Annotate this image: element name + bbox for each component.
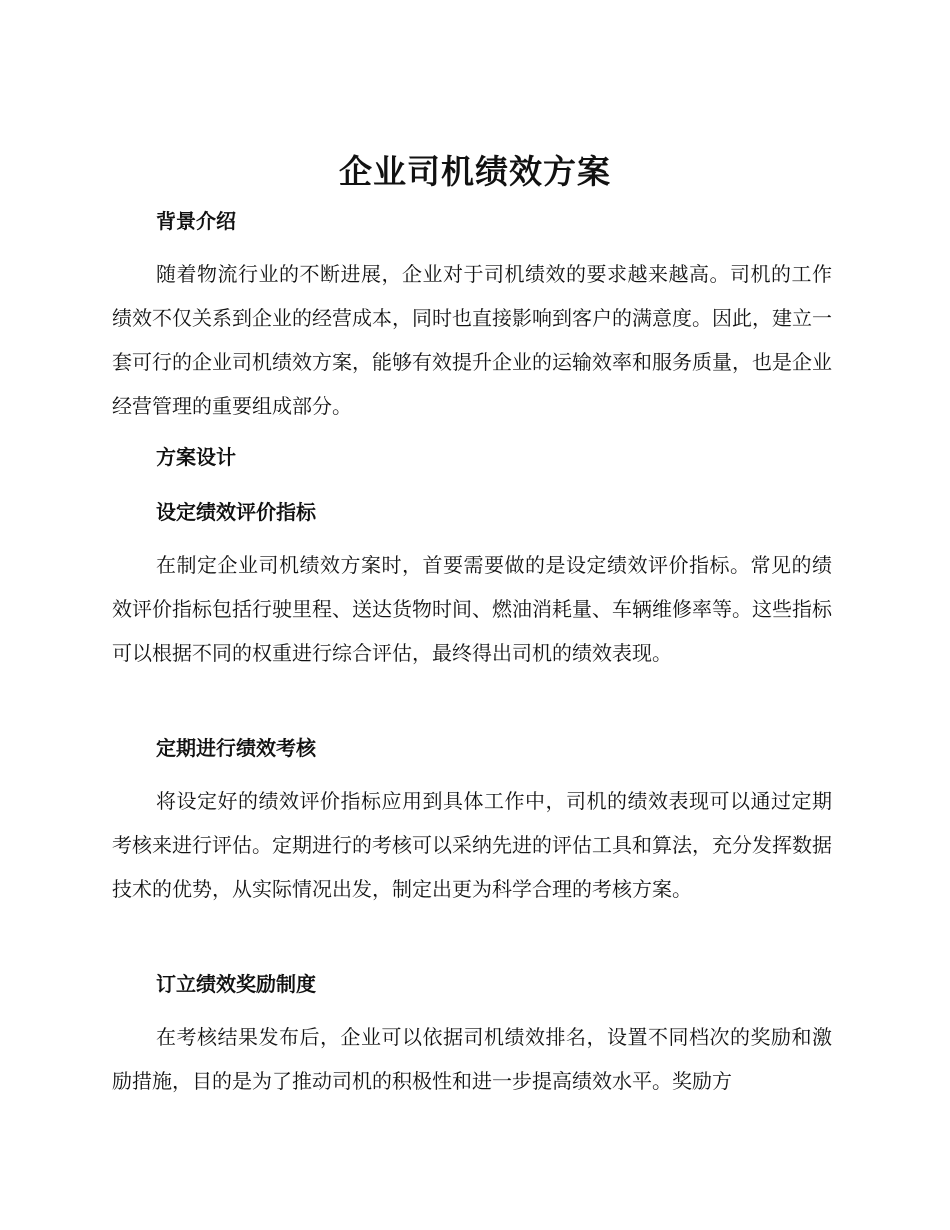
section-paragraph-set-indicators: 在制定企业司机绩效方案时，首要需要做的是设定绩效评价指标。常见的绩效评价指标包括行驶里程、送达货物时间、燃油消耗量、车辆维修率等。这些指标可以根据不同的权重进行综合评估，最终得出司机的绩效表现。 [112,553,832,665]
section-heading-regular-assessment: 定期进行绩效考核 [156,736,316,760]
section-heading-background: 背景介绍 [156,209,236,233]
section-heading-plan-design: 方案设计 [156,445,236,469]
section-paragraph-regular-assessment: 将设定好的绩效评价指标应用到具体工作中，司机的绩效表现可以通过定期考核来进行评估。定期进行的考核可以采纳先进的评估工具和算法，充分发挥数据技术的优势，从实际情况出发，制定出更为科学合理的考核方案。 [112,789,832,901]
section-paragraph-background: 随着物流行业的不断进展，企业对于司机绩效的要求越来越高。司机的工作绩效不仅关系到企业的经营成本，同时也直接影响到客户的满意度。因此，建立一套可行的企业司机绩效方案，能够有效提升企业的运输效率和服务质量，也是企业经营管理的重要组成部分。 [112,262,832,418]
section-paragraph-reward-system: 在考核结果发布后，企业可以依据司机绩效排名，设置不同档次的奖励和激励措施，目的是为了推动司机的积极性和进一步提高绩效水平。奖励方 [112,1025,832,1093]
section-heading-reward-system: 订立绩效奖励制度 [156,972,316,996]
document-title: 企业司机绩效方案 [339,152,611,191]
section-heading-set-indicators: 设定绩效评价指标 [156,500,316,524]
